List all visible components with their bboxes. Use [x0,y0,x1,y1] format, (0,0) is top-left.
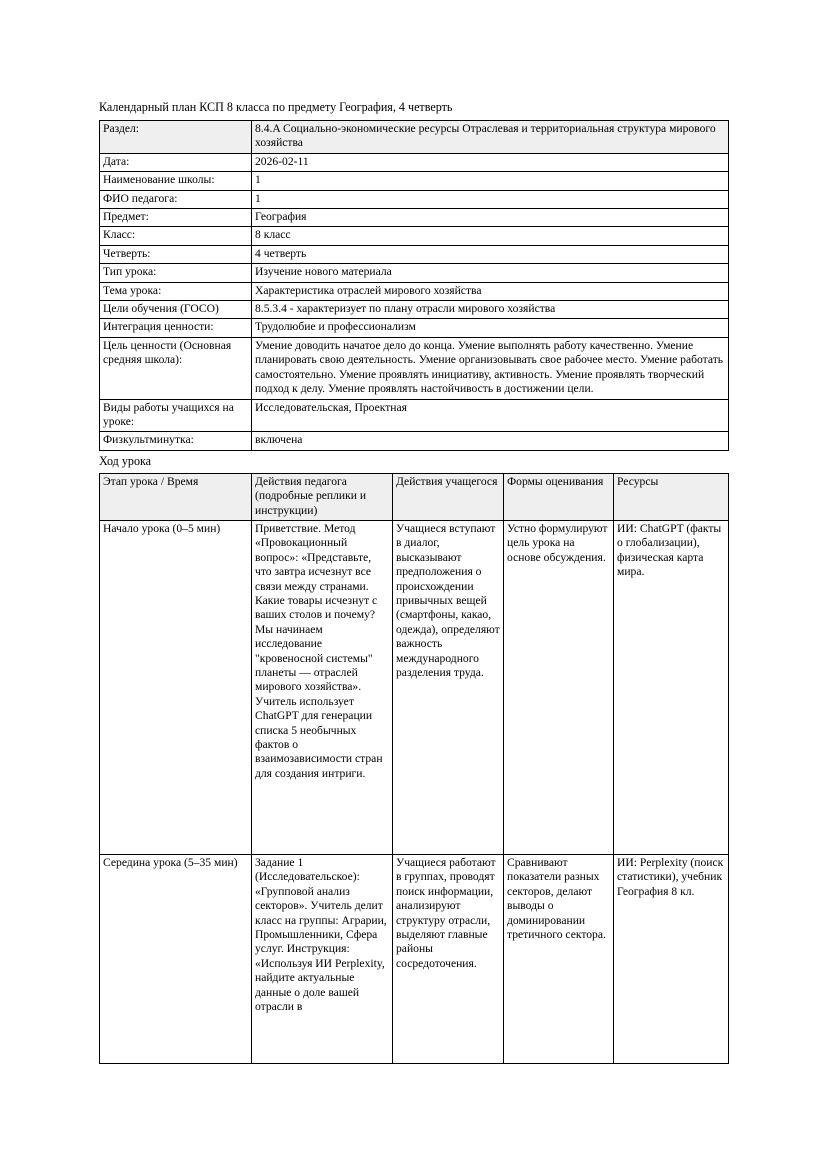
lesson-flow-table [99,473,729,1064]
info-value: 8.5.3.4 - характеризует по плану отрасли мирового хозяйства [252,301,729,319]
table-row [100,282,729,300]
info-value: 1 [252,190,729,208]
student-actions-cell: Учащиеся вступают в диалог, высказывают предположения о происхождении привычных вещей (смартфоны, какао, одежда), определяют важность международного разделения труда. [393,520,504,854]
table-row [100,520,729,854]
table-row [100,337,729,399]
info-label: Дата: [100,153,252,171]
resources-cell: ИИ: ChatGPT (факты о глобализации), физическая карта мира. [614,520,729,854]
info-label: Виды работы учащихся на уроке: [100,399,252,432]
table-header-row [100,473,729,520]
table-row [100,854,729,1063]
info-label: Цель ценности (Основная средняя школа): [100,337,252,399]
teacher-actions-cell: Приветствие. Метод «Провокационный вопрос»: «Представьте, что завтра исчезнут все связи между странами. Какие товары исчезнут с ваших столов и почему? Мы начинаем исследование "кровеносной системы" планеты — отраслей мирового хозяйства». Учитель использует ChatGPT для генерации списка 5 необычных фактов о взаимозависимости стран для создания интриги. [252,520,393,854]
info-label: Четверть: [100,245,252,263]
table-row [100,432,729,450]
column-header-student-actions: Действия учащегося [393,473,504,520]
page-content [99,100,728,1064]
info-value: Исследовательская, Проектная [252,399,729,432]
info-value: 8 класс [252,227,729,245]
info-label: Тип урока: [100,264,252,282]
assessment-cell: Устно формулируют цель урока на основе обсуждения. [504,520,614,854]
student-actions-cell: Учащиеся работают в группах, проводят поиск информации, анализируют структуру отрасли, выделяют главные районы сосредоточения. [393,854,504,1063]
info-value: 1 [252,172,729,190]
info-value: Изучение нового материала [252,264,729,282]
table-row [100,264,729,282]
table-row [100,319,729,337]
info-label: Физкультминутка: [100,432,252,450]
info-label: Тема урока: [100,282,252,300]
teacher-actions-cell: Задание 1 (Исследовательское): «Групповой анализ секторов». Учитель делит класс на группы: Аграрии, Промышленники, Сфера услуг. Инструкция: «Используя ИИ Perplexity, найдите актуальные данные о доле вашей отрасли в [252,854,393,1063]
info-label: Интеграция ценности: [100,319,252,337]
table-row [100,209,729,227]
column-header-assessment: Формы оценивания [504,473,614,520]
table-row [100,245,729,263]
column-header-teacher-actions: Действия педагога (подробные реплики и инструкции) [252,473,393,520]
stage-cell: Середина урока (5–35 мин) [100,854,252,1063]
info-value: География [252,209,729,227]
info-label: Наименование школы: [100,172,252,190]
info-value: 8.4.A Социально-экономические ресурсы Отраслевая и территориальная структура мирового хозяйства [252,121,729,154]
info-label: ФИО педагога: [100,190,252,208]
info-label: Класс: [100,227,252,245]
table-row [100,227,729,245]
column-header-resources: Ресурсы [614,473,729,520]
info-label: Раздел: [100,121,252,154]
table-row [100,301,729,319]
table-row [100,399,729,432]
resources-cell: ИИ: Perplexity (поиск статистики), учебник География 8 кл. [614,854,729,1063]
info-label: Цели обучения (ГОСО) [100,301,252,319]
lesson-flow-label: Ход урока [99,453,152,468]
info-value: 4 четверть [252,245,729,263]
info-value: Умение доводить начатое дело до конца. Умение выполнять работу качественно. Умение планировать свою деятельность. Умение организовывать свое рабочее место. Умение работать самостоятельно. Умение проявлять инициативу, активность. Умение проявлять творческий подход к делу. Умение проявлять настойчивость в достижении цели. [252,337,729,399]
assessment-cell: Сравнивают показатели разных секторов, делают выводы о доминировании третичного сектора. [504,854,614,1063]
info-value: Трудолюбие и профессионализм [252,319,729,337]
page-title: Календарный план КСП 8 класса по предмету География, 4 четверть [99,100,453,114]
table-row [100,121,729,154]
table-row [100,190,729,208]
column-header-stage: Этап урока / Время [100,473,252,520]
info-value: Характеристика отраслей мирового хозяйства [252,282,729,300]
lesson-info-table [99,120,729,451]
stage-cell: Начало урока (0–5 мин) [100,520,252,854]
info-label: Предмет: [100,209,252,227]
info-value: 2026-02-11 [252,153,729,171]
table-row [100,172,729,190]
table-row [100,153,729,171]
info-value: включена [252,432,729,450]
